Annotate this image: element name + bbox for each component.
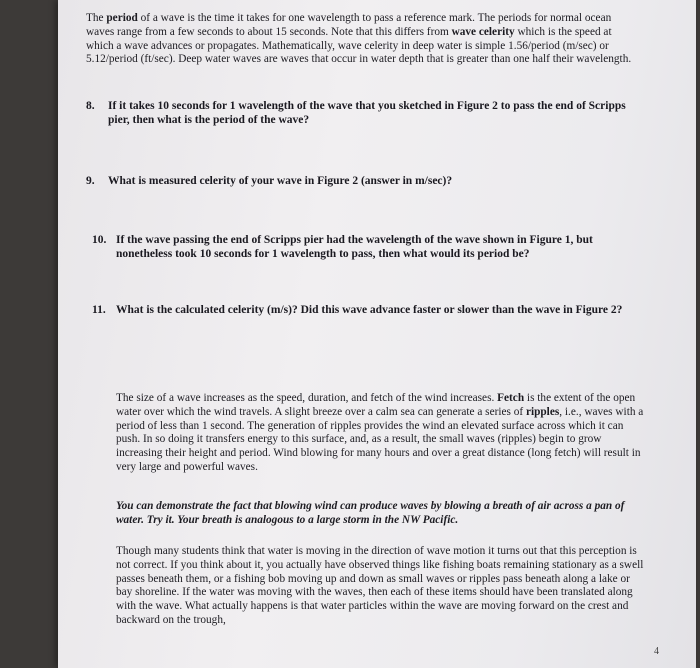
intro-text: of a wave is the time it takes for one wavelength to pass a reference mark. The periods for normal ocean waves range from a few seconds to about 15 seconds. Note that this differs from [86, 12, 612, 38]
intro-text: which is the speed at which a wave advances or propagates. Mathematically, wave celerity in deep water is simple 1.56/period (m/sec) or 5.12/period (ft/sec). Deep water waves are waves that occur in water depth that is greater than one half their wavelength. [86, 25, 632, 66]
paragraph-text: is the extent of the open water over which the wind travels. A slight breeze over a calm sea can generate a series of [116, 392, 636, 418]
question-text: If the wave passing the end of Scripps pier had the wavelength of the wave shown in Figure 1, but nonetheless took 10 seconds for 1 wavelength to pass, then what would its period be? [116, 234, 593, 260]
term-period: period [106, 12, 138, 24]
page-number: 4 [654, 646, 659, 657]
question-number: 11. [92, 304, 106, 316]
question-number: 8. [86, 100, 95, 112]
water-motion-paragraph: Though many students think that water is moving in the direction of wave motion it turns out that this perception is not correct. If you think about it, you actually have observed things like fishing boats remaining stationary as a swell passes beneath them, or a fishing bob moving up and down as small waves or ripples pass beneath along a lake or bay shoreline. If the water was moving with the waves, then each of these items should have been translated along with the wave. What actually happens is that water particles within the wave are moving forward on the crest and backward on the trough, [116, 545, 644, 626]
question-11 [92, 303, 636, 317]
document-page [58, 0, 696, 668]
question-number: 9. [86, 175, 95, 187]
question-8 [86, 99, 628, 127]
question-9 [86, 174, 628, 188]
demonstration-paragraph: You can demonstrate the fact that blowing wind can produce waves by blowing a breath of air across a pan of water. Try it. Your breath is analogous to a large storm in the NW Pacific. [116, 500, 625, 526]
term-wave-celerity: wave celerity [451, 25, 515, 38]
question-text: What is the calculated celerity (m/s)? Did this wave advance faster or slower than the wave in Figure 2? [116, 304, 623, 316]
intro-paragraph [86, 12, 638, 67]
paragraph-text: , i.e., waves with a period of less than 1 second. The generation of ripples provides the wind an elevated surface across which it can push. In so doing it transfers energy to this surface, and, as a result, the small waves (ripples) begin to grow increasing their height and period. Wind blowing for many hours and over a great distance (long fetch) will result in very large and powerful waves. [116, 405, 644, 473]
question-text: What is measured celerity of your wave in Figure 2 (answer in m/sec)? [108, 175, 453, 187]
term-ripples: ripples [525, 405, 560, 418]
term-fetch: Fetch [497, 392, 525, 404]
paragraph-text: The size of a wave increases as the speed, duration, and fetch of the wind increases. [116, 392, 498, 404]
wave-size-paragraph [116, 392, 644, 475]
question-number: 10. [92, 234, 107, 246]
question-10 [92, 233, 636, 261]
intro-text: The [86, 12, 107, 24]
question-text: If it takes 10 seconds for 1 wavelength of the wave that you sketched in Figure 2 to pass the end of Scripps pier, then what is the period of the wave? [108, 100, 626, 126]
